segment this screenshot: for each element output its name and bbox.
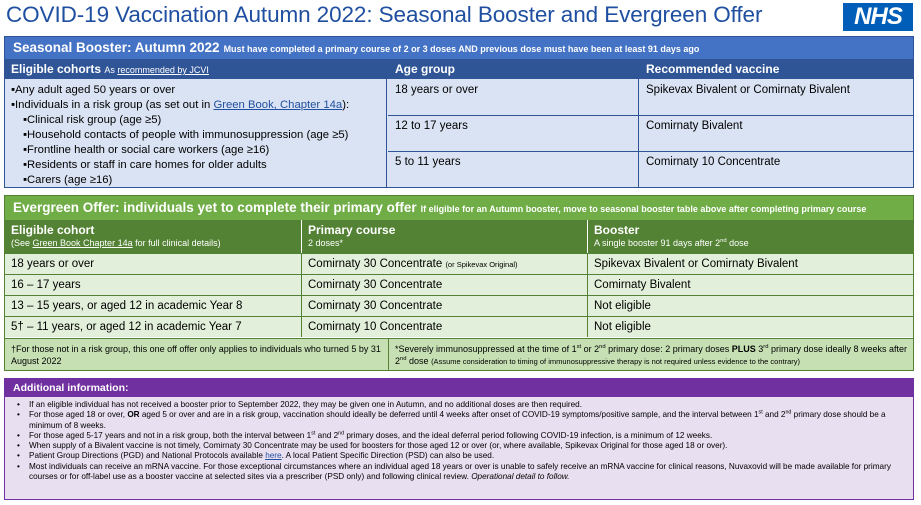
booster-cell: Not eligible (594, 300, 651, 312)
column-divider (638, 79, 639, 187)
cohort-cell: 18 years or over (11, 258, 95, 270)
cohort-cell: 5† – 11 years, or aged 12 in academic Year 7 (11, 321, 242, 333)
li-italic: Operational detail to follow. (471, 472, 570, 482)
green-book-chapter-link[interactable]: Green Book Chapter 14a (32, 238, 133, 248)
cohort-adults-50: ▪Any adult aged 50 years or over (11, 84, 176, 96)
primary-cell: Comirnaty 30 Concentrate (308, 300, 443, 312)
eligible-cohort-sub (11, 237, 221, 250)
evergreen-offer-header (5, 196, 913, 220)
vaccine-cell: Comirnaty 10 Concentrate (646, 156, 781, 168)
age-group-cell: 12 to 17 years (395, 120, 468, 132)
green-book-link[interactable]: Green Book, Chapter 14a (213, 99, 343, 111)
sub-suffix: for full clinical details) (132, 238, 221, 248)
fn-sup: st (576, 344, 582, 350)
cohort-risk-group (11, 98, 386, 113)
cohort-carers: ▪Carers (age ≥16) (23, 174, 113, 186)
list-item (17, 431, 907, 441)
seasonal-booster-section (4, 36, 914, 188)
evergreen-offer-title: Evergreen Offer: individuals yet to complete their primary offer (13, 200, 417, 215)
table-row (5, 316, 913, 337)
fn-part: *Severely immunosuppressed at the time of 1 (395, 344, 577, 354)
evergreen-footnotes (5, 338, 913, 370)
nhs-logo: NHS (843, 3, 913, 31)
seasonal-booster-header (5, 37, 913, 59)
li-part: and 2 (762, 410, 786, 420)
booster-sub (594, 237, 749, 250)
fn-part: primary dose: 2 primary doses (605, 344, 732, 354)
booster-sub-prefix: A single booster 91 days after 2 (594, 238, 721, 248)
cohort-cell: 16 – 17 years (11, 279, 81, 291)
li-part: primary doses, and the ideal deferral period following COVID-19 infection, is a minimum of 12 weeks. (344, 430, 713, 440)
cohort-care-homes: ▪Residents or staff in care homes for older adults (23, 159, 267, 171)
eligible-cohorts-header (5, 59, 209, 79)
risk-group-suffix: ): (342, 99, 350, 111)
li-part: For those aged 18 or over, (29, 410, 128, 420)
evergreen-offer-section (4, 195, 914, 371)
primary-course-label: Primary course (308, 223, 396, 237)
eligible-cohorts-list (5, 79, 387, 187)
evergreen-offer-note: If eligible for an Autumn booster, move to seasonal booster table above after completing primary course (420, 204, 867, 214)
primary-course-sub: 2 doses* (308, 238, 344, 248)
list-item (17, 410, 907, 431)
eligible-cohorts-label: Eligible cohorts (11, 62, 102, 76)
additional-information-header: Additional information: (5, 379, 913, 397)
additional-information-list (5, 397, 913, 482)
table-row (5, 274, 913, 295)
booster-cell: Spikevax Bivalent or Comirnaty Bivalent (594, 258, 798, 270)
li-sup: nd (785, 409, 792, 416)
li-part: For those aged 5-17 years and not in a risk group, both the interval between 1 (29, 430, 312, 440)
fn-part: 3 (755, 344, 764, 354)
fn-sup: nd (599, 344, 606, 350)
fn-sup: rd (763, 344, 769, 350)
evergreen-column-headers (5, 220, 913, 253)
age-group-cell: 18 years or over (395, 84, 479, 96)
jcvi-note-prefix: As (104, 65, 115, 75)
li-sup: st (758, 409, 763, 416)
li-part: . A local Patient Specific Direction (PSD) can also be used. (281, 451, 495, 461)
fn-part: dose (406, 356, 432, 366)
fn-plus: PLUS (731, 344, 756, 354)
row-divider (388, 151, 914, 152)
seasonal-booster-note: Must have completed a primary course of 2 or 3 doses AND previous dose must have been at least 91 days ago (223, 44, 700, 54)
list-item: • If an eligible individual has not received a booster prior to September 2022, they may be given one in Autumn, and no additional doses are then required. (17, 400, 907, 410)
li-part: aged 5 or over and are in a risk group, vaccination should ideally be deferred until 4 weeks after onset of COVID-19 symptoms/positive sample, and the interval between 1 (139, 410, 759, 420)
booster-label: Booster (594, 223, 640, 237)
eligible-cohort-header (5, 223, 221, 250)
seasonal-booster-title: Seasonal Booster: Autumn 2022 (13, 40, 220, 55)
jcvi-link[interactable]: recommended by JCVI (117, 65, 209, 75)
fn-part: or 2 (581, 344, 600, 354)
age-group-header: Age group (395, 62, 455, 76)
li-sup: st (311, 430, 316, 437)
sub-prefix: (See (11, 238, 33, 248)
cohort-household-contacts: ▪Household contacts of people with immunosuppression (age ≥5) (23, 129, 349, 141)
primary-cell: Comirnaty 10 Concentrate (308, 321, 443, 333)
row-divider (388, 115, 914, 116)
additional-information-section (4, 378, 914, 500)
jcvi-note (104, 65, 209, 75)
recommended-vaccine-header: Recommended vaccine (646, 62, 780, 76)
fn-part: primary dose ideally 8 weeks after 2 (395, 344, 908, 366)
pgd-link[interactable]: here (265, 451, 282, 461)
li-bold: OR (127, 410, 140, 420)
footnote-dagger: †For those not in a risk group, this one off offer only applies to individuals who turned 5 by 31 August 2022 (11, 344, 381, 366)
cohort-clinical-risk: ▪Clinical risk group (age ≥5) (23, 114, 162, 126)
primary-note: (or Spikevax Original) (445, 260, 518, 269)
booster-sub-sup: nd (720, 238, 727, 244)
list-item (17, 451, 907, 461)
vaccine-cell: Comirnaty Bivalent (646, 120, 743, 132)
li-part: primary dose should be a minimum of 8 weeks. (29, 410, 886, 430)
cohort-cell: 13 – 15 years, or aged 12 in academic Year 8 (11, 300, 243, 312)
seasonal-column-headers (5, 59, 913, 79)
booster-cell: Comirnaty Bivalent (594, 279, 691, 291)
fn-small: (Assume consideration to timing of immunosuppressive therapy is not required unless evidence to the contrary) (431, 357, 800, 366)
list-item (17, 462, 907, 483)
cohort-frontline-workers: ▪Frontline health or social care workers (age ≥16) (23, 144, 270, 156)
li-part: Most individuals can receive an mRNA vaccine. For those exceptional circumstances where an individual aged 18 years or over is unable to safely receive an mRNA vaccine for clinical reasons, Nuvaxovid will be made available for primary courses or for off-label use as a booster vaccine at selected sites via a prescriber (PSD only) and following clinical review. (29, 461, 891, 482)
table-row (5, 295, 913, 316)
eligible-cohort-label: Eligible cohort (11, 223, 95, 237)
fn-sup: nd (400, 356, 407, 362)
li-part: Patient Group Directions (PGD) and National Protocols available (29, 451, 266, 461)
list-item: • When supply of a Bivalent vaccine is not timely, Comirnaty 30 Concentrate may be used for boosters for those aged 12 or over (or, where available, Spikevax Original for those aged 18 or over). (17, 441, 907, 451)
column-divider (388, 339, 389, 371)
booster-sub-suffix: dose (726, 238, 749, 248)
risk-group-prefix: ▪Individuals in a risk group (as set out in (11, 99, 214, 111)
footnote-immunosuppressed (395, 343, 910, 368)
primary-vaccine: Comirnaty 30 Concentrate (308, 258, 443, 270)
primary-cell (302, 254, 518, 274)
primary-cell: Comirnaty 30 Concentrate (308, 279, 443, 291)
age-group-cell: 5 to 11 years (395, 156, 461, 168)
li-sup: nd (338, 430, 345, 437)
page-title: COVID-19 Vaccination Autumn 2022: Seasonal Booster and Evergreen Offer (6, 2, 763, 27)
booster-header (588, 223, 749, 250)
primary-course-header (302, 223, 395, 250)
table-row (5, 253, 913, 274)
booster-cell: Not eligible (594, 321, 651, 333)
li-part: and 2 (315, 430, 339, 440)
vaccine-cell: Spikevax Bivalent or Comirnaty Bivalent (646, 84, 850, 96)
